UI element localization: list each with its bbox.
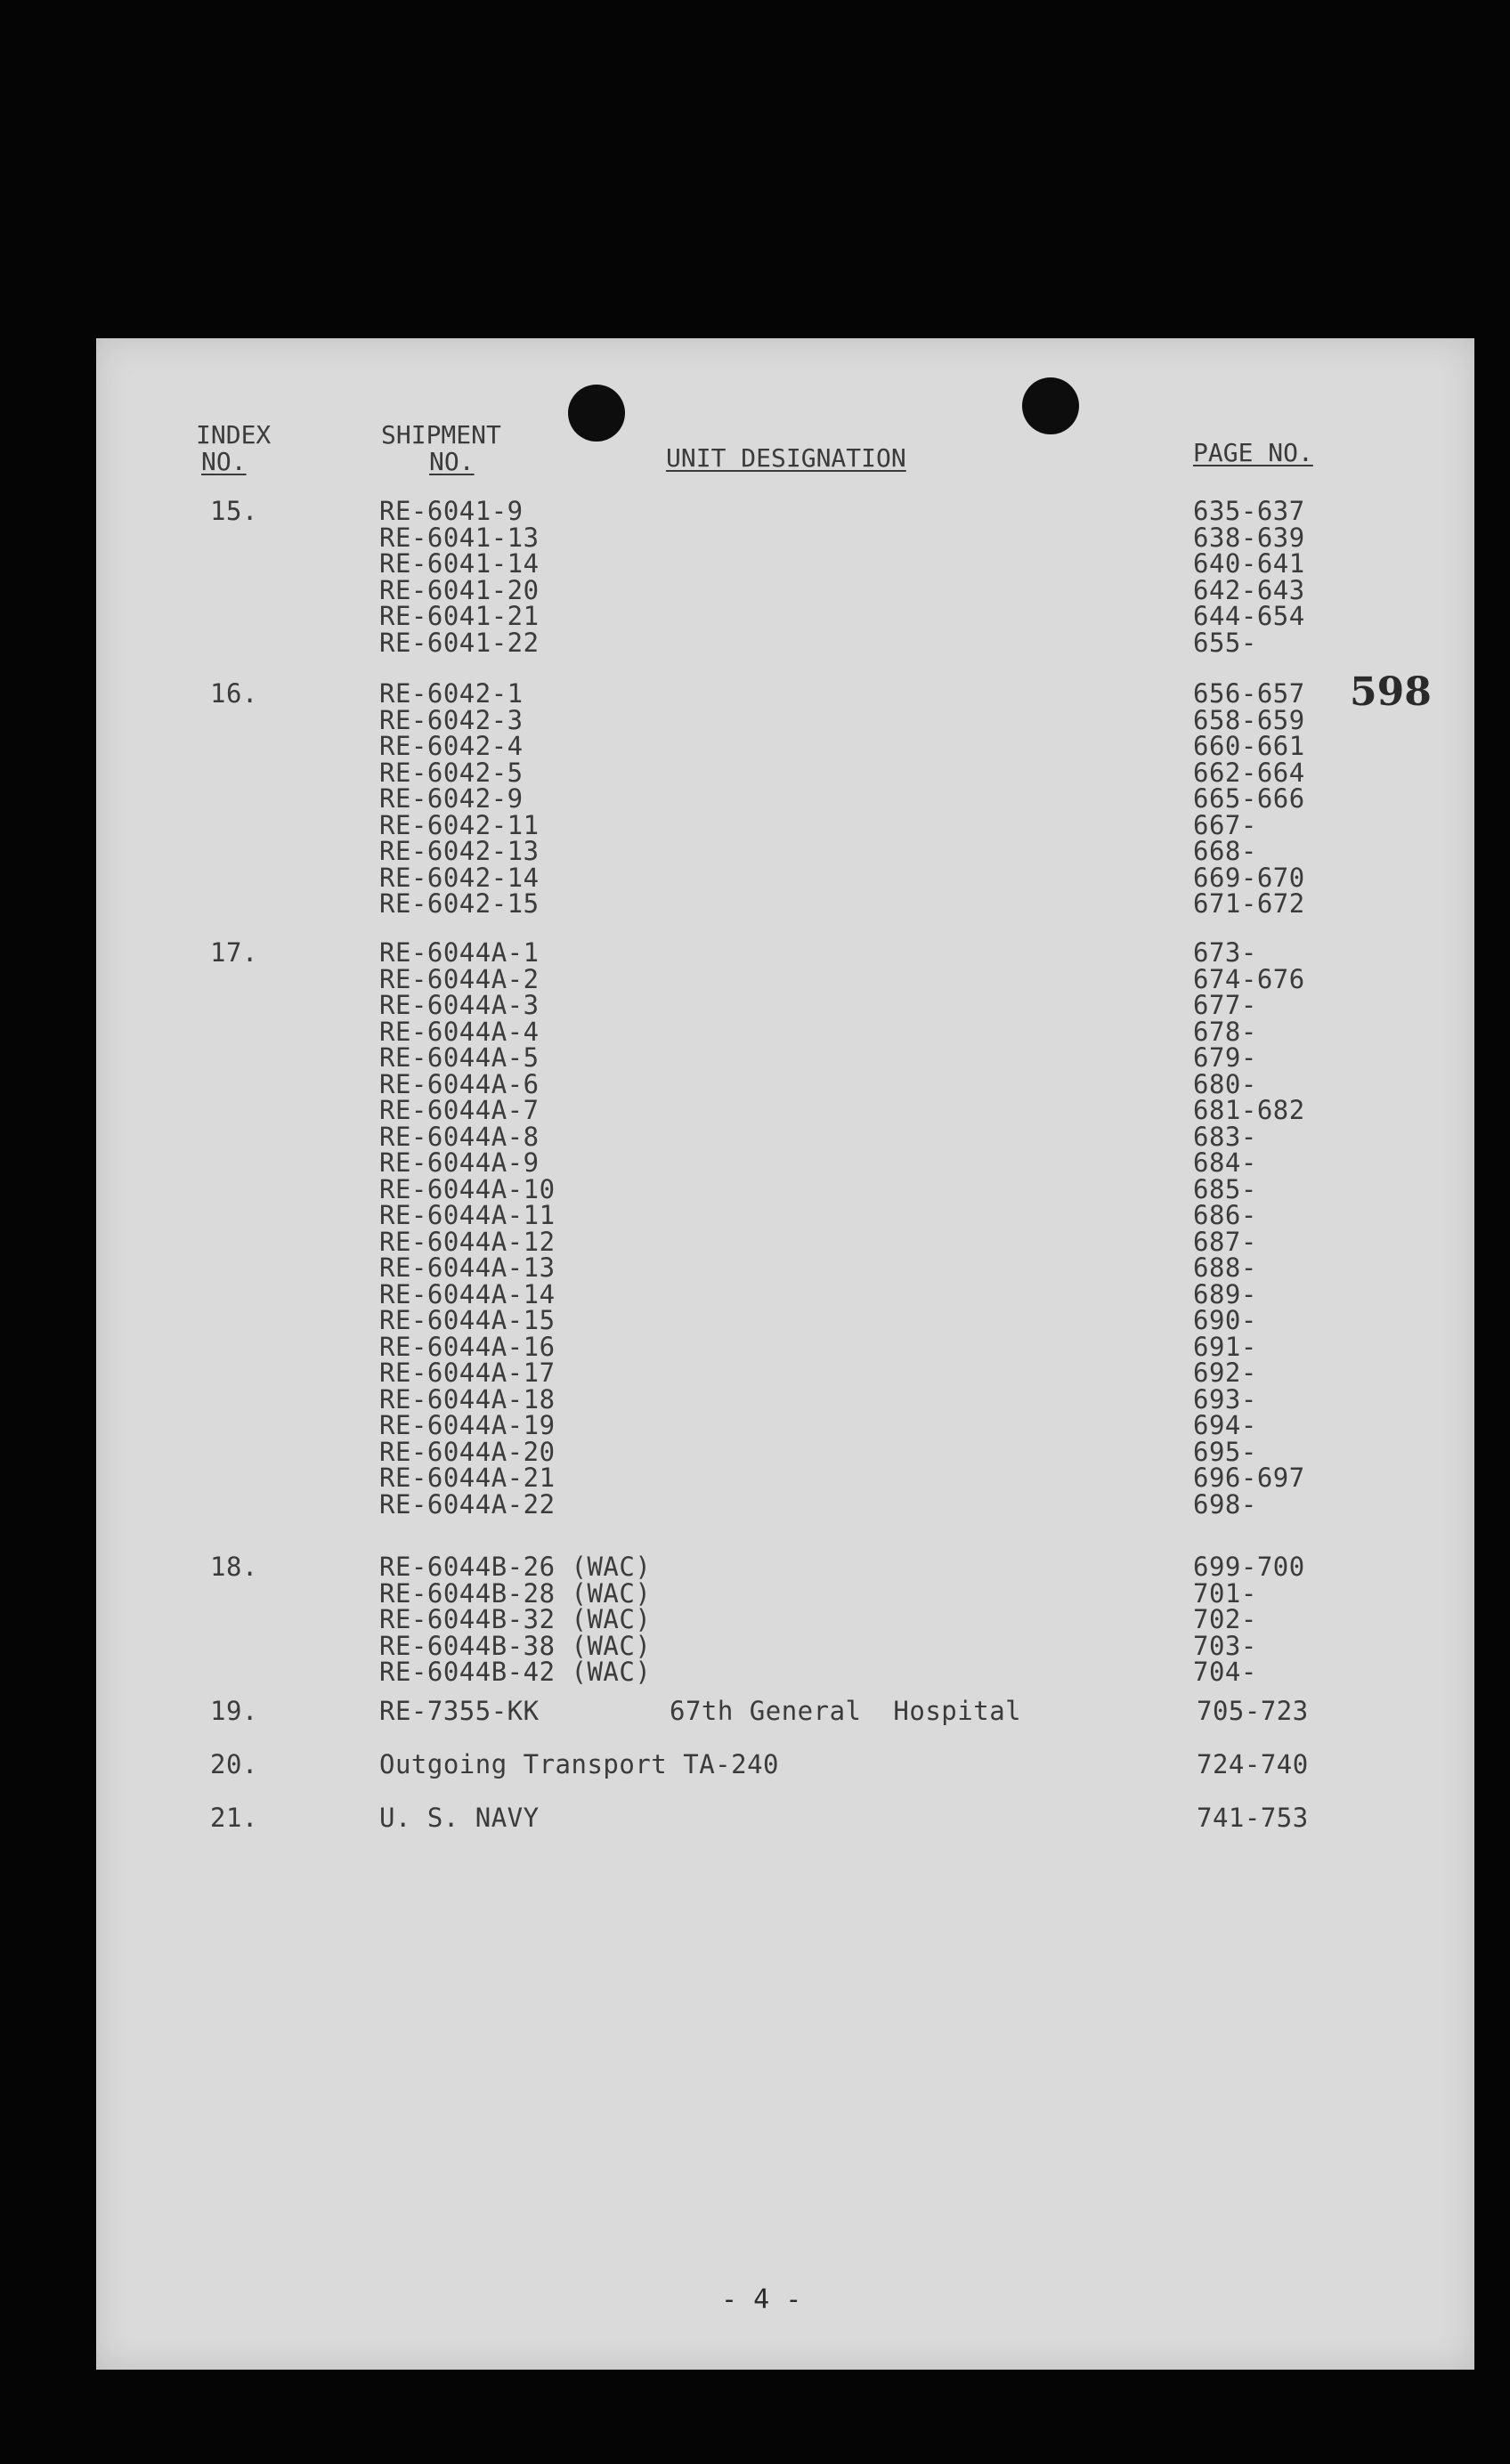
page-range: 638-639: [1193, 522, 1305, 553]
page-range: 660-661: [1193, 731, 1305, 761]
group-index: 18.: [210, 1552, 258, 1582]
shipment-number: RE-6041-13: [379, 522, 540, 553]
shipment-number: RE-6044A-14: [379, 1278, 556, 1309]
page-range: 699-700: [1193, 1552, 1305, 1582]
page-range: 665-666: [1193, 783, 1305, 814]
shipment-number: RE-6044A-8: [379, 1121, 540, 1152]
shipment-number: RE-6044B-38 (WAC): [379, 1630, 652, 1661]
shipment-number: RE-6044B-28 (WAC): [379, 1577, 652, 1609]
page-range: 696-697: [1193, 1463, 1305, 1493]
page-range: 688-: [1193, 1252, 1257, 1283]
shipment-number: RE-6044A-4: [379, 1016, 540, 1047]
page-range: 668-: [1193, 836, 1257, 866]
shipment-number: RE-6042-1: [379, 678, 524, 709]
document-page: [96, 338, 1474, 2370]
row-page-range: 741-753: [1197, 1803, 1309, 1833]
header-index-line2: NO.: [201, 447, 247, 476]
header-shipment-line2: NO.: [429, 447, 475, 476]
shipment-number: RE-6042-5: [379, 757, 524, 788]
page-range: 703-: [1193, 1630, 1257, 1661]
header-unit-designation: UNIT DESIGNATION: [666, 443, 906, 473]
page-range: 655-: [1193, 627, 1257, 658]
page-range: 669-670: [1193, 862, 1305, 893]
shipment-number: RE-6044A-19: [379, 1410, 556, 1440]
page-range: 704-: [1193, 1657, 1257, 1687]
page-range: 685-: [1193, 1173, 1257, 1204]
page-range: 695-: [1193, 1436, 1257, 1467]
page-range: 635-637: [1193, 496, 1305, 526]
page-range: 671-672: [1193, 888, 1305, 919]
shipment-number: RE-6042-4: [379, 731, 524, 761]
shipment-number: RE-6044A-17: [379, 1358, 556, 1388]
group-index: 17.: [210, 937, 258, 968]
punch-hole-right: [1022, 377, 1079, 434]
row-index: 19.: [210, 1696, 258, 1726]
shipment-number: RE-6041-14: [379, 548, 540, 579]
shipment-number: RE-6041-9: [379, 496, 524, 526]
page-range: 677-: [1193, 990, 1257, 1020]
page-range: 690-: [1193, 1305, 1257, 1335]
header-page-no: PAGE NO.: [1193, 438, 1313, 467]
page-range: 667-: [1193, 809, 1257, 840]
shipment-number: RE-6044A-2: [379, 963, 540, 994]
shipment-number: RE-6041-21: [379, 601, 540, 631]
shipment-number: RE-6044A-1: [379, 937, 540, 968]
stamp-number: 598: [1350, 669, 1432, 715]
page-range: 689-: [1193, 1278, 1257, 1309]
shipment-number: RE-6042-11: [379, 809, 540, 840]
shipment-number: RE-6044A-18: [379, 1383, 556, 1414]
shipment-number: RE-6044A-9: [379, 1147, 540, 1178]
shipment-number: RE-6041-20: [379, 574, 540, 605]
page-range: 673-: [1193, 937, 1257, 968]
header-index-line1: INDEX: [196, 420, 272, 450]
shipment-number: RE-6042-13: [379, 836, 540, 866]
row-index: 21.: [210, 1803, 258, 1833]
shipment-number: RE-6044A-12: [379, 1226, 556, 1257]
shipment-number: RE-6042-15: [379, 888, 540, 919]
group-index: 16.: [210, 678, 258, 709]
page-range: 692-: [1193, 1358, 1257, 1388]
page-range: 683-: [1193, 1121, 1257, 1152]
page-range: 656-657: [1193, 678, 1305, 709]
page-range: 702-: [1193, 1604, 1257, 1634]
row-index: 20.: [210, 1749, 258, 1779]
header-shipment-line1: SHIPMENT: [381, 420, 501, 450]
page-range: 679-: [1193, 1042, 1257, 1073]
row-page-range: 724-740: [1197, 1749, 1309, 1779]
page-range: 694-: [1193, 1410, 1257, 1440]
row-page-range: 705-723: [1197, 1696, 1309, 1726]
shipment-number: RE-6044A-5: [379, 1042, 540, 1073]
page-range: 678-: [1193, 1016, 1257, 1047]
shipment-number: RE-6044B-32 (WAC): [379, 1604, 652, 1634]
shipment-number: RE-6042-9: [379, 783, 524, 814]
page-range: 691-: [1193, 1331, 1257, 1362]
page-range: 662-664: [1193, 757, 1305, 788]
row-shipment: Outgoing Transport TA-240: [379, 1749, 779, 1779]
shipment-number: RE-6042-14: [379, 862, 540, 893]
row-unit-designation: 67th General Hospital: [670, 1696, 1022, 1726]
page-range: 640-641: [1193, 548, 1305, 579]
page-range: 674-676: [1193, 963, 1305, 994]
page-range: 701-: [1193, 1577, 1257, 1609]
page-range: 686-: [1193, 1200, 1257, 1230]
page-range: 684-: [1193, 1147, 1257, 1178]
shipment-number: RE-6042-3: [379, 704, 524, 735]
page-range: 658-659: [1193, 704, 1305, 735]
shipment-number: RE-6044A-20: [379, 1436, 556, 1467]
shipment-number: RE-6044A-15: [379, 1305, 556, 1335]
shipment-number: RE-6044A-13: [379, 1252, 556, 1283]
shipment-number: RE-6041-22: [379, 627, 540, 658]
row-shipment: RE-7355-KK: [379, 1696, 540, 1726]
shipment-number: RE-6044B-42 (WAC): [379, 1657, 652, 1687]
page-range: 680-: [1193, 1068, 1257, 1099]
shipment-number: RE-6044A-6: [379, 1068, 540, 1099]
shipment-number: RE-6044B-26 (WAC): [379, 1552, 652, 1582]
page-number: - 4 -: [721, 2284, 802, 2315]
page-range: 693-: [1193, 1383, 1257, 1414]
punch-hole-left: [568, 385, 625, 442]
shipment-number: RE-6044A-7: [379, 1095, 540, 1125]
page-range: 642-643: [1193, 574, 1305, 605]
page-range: 681-682: [1193, 1095, 1305, 1125]
shipment-number: RE-6044A-16: [379, 1331, 556, 1362]
shipment-number: RE-6044A-22: [379, 1488, 556, 1520]
page-range: 644-654: [1193, 601, 1305, 631]
page-range: 687-: [1193, 1226, 1257, 1257]
group-index: 15.: [210, 496, 258, 526]
shipment-number: RE-6044A-10: [379, 1173, 556, 1204]
page-range: 698-: [1193, 1488, 1257, 1520]
shipment-number: RE-6044A-3: [379, 990, 540, 1020]
shipment-number: RE-6044A-21: [379, 1463, 556, 1493]
shipment-number: RE-6044A-11: [379, 1200, 556, 1230]
row-shipment: U. S. NAVY: [379, 1803, 540, 1833]
